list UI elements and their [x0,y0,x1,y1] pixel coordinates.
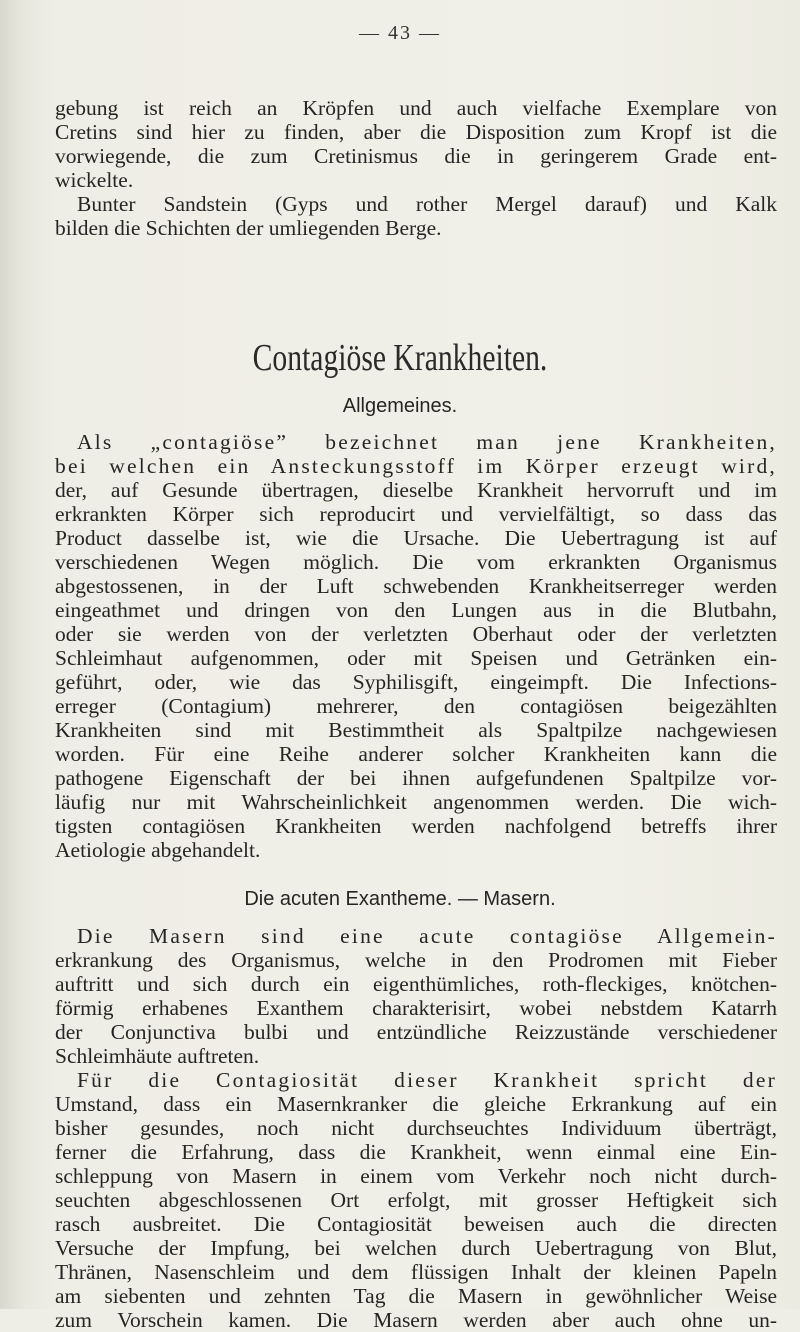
text-line: Als „contagiöse” bezeichnet man jene Krankheiten, [77,430,777,454]
text-line: förmig erhabenes Exanthem charakterisirt, wobei nebstdem Katarrh [55,996,777,1020]
text-line: bilden die Schichten der umliegenden Berge. [55,216,442,240]
section-title-masern: Die acuten Exantheme. — Masern. [244,888,556,910]
text-line: eingeathmet und dringen von den Lungen aus in die Blutbahn, [55,598,777,622]
text-line: abgestossenen, in der Luft schwebenden Krankheitserreger werden [55,574,777,598]
text-line: erreger (Contagium) mehrerer, den contagiösen beigezählten [55,694,777,718]
text-line: Thränen, Nasenschleim und dem flüssigen Inhalt der kleinen Papeln [55,1260,777,1284]
text-line: Bunter Sandstein (Gyps und rother Mergel darauf) und Kalk [77,192,777,216]
text-line: am siebenten und zehnten Tag die Masern in gewöhnlicher Weise [55,1284,777,1308]
text-line: Schleimhäute auftreten. [55,1044,260,1068]
chapter-title: Contagiöse Krankheiten. [252,337,548,379]
text-line: geführt, oder, wie das Syphilisgift, eingeimpft. Die Infections- [55,670,777,694]
text-line: pathogene Eigenschaft der bei ihnen aufgefundenen Spaltpilze vor- [55,766,777,790]
text-line: oder sie werden von der verletzten Oberhaut oder der verletzten [55,622,777,646]
text-line: seuchten abgeschlossenen Ort erfolgt, mit grosser Heftigkeit sich [55,1188,777,1212]
text-line: wickelte. [55,168,134,192]
text-line: Versuche der Impfung, bei welchen durch Uebertragung von Blut, [55,1236,777,1260]
section-masern-body [55,924,777,1332]
text-line: Product dasselbe ist, wie die Ursache. Die Uebertragung ist auf [55,526,777,550]
text-line: Für die Contagiosität dieser Krankheit spricht der [77,1068,777,1092]
text-line: ferner die Erfahrung, dass die Krankheit, wenn einmal eine Ein- [55,1140,777,1164]
text-line: Aetiologie abgehandelt. [55,838,261,862]
text-line: schleppung von Masern in einem vom Verkehr noch nicht durch- [55,1164,777,1188]
text-line: vorwiegende, die zum Cretinismus die in geringerem Grade ent- [55,144,777,168]
text-line: bisher gesundes, noch nicht durchseuchtes Individuum überträgt, [55,1116,777,1140]
text-line: rasch ausbreitet. Die Contagiosität beweisen auch die directen [55,1212,777,1236]
text-line: Umstand, dass ein Masernkranker die gleiche Erkrankung auf ein [55,1092,777,1116]
text-line: worden. Für eine Reihe anderer solcher Krankheiten kann die [55,742,777,766]
text-line: bei welchen ein Ansteckungsstoff im Körper erzeugt wird, [55,454,777,478]
text-line: auftritt und sich durch ein eigenthümliches, roth-fleckiges, knötchen- [55,972,777,996]
text-line: erkrankten Körper sich reproducirt und vervielfältigt, so dass das [55,502,777,526]
text-line: erkrankung des Organismus, welche in den Prodromen mit Fieber [55,948,777,972]
text-line: der Conjunctiva bulbi und entzündliche Reizzustände verschiedener [55,1020,777,1044]
text-line: zum Vorschein kamen. Die Masern werden aber auch ohne un- [55,1308,777,1332]
text-line: gebung ist reich an Kröpfen und auch vielfache Exemplare von [55,96,777,120]
text-line: der, auf Gesunde übertragen, dieselbe Krankheit hervorruft und im [55,478,777,502]
text-line: Krankheiten sind mit Bestimmtheit als Spaltpilze nachgewiesen [55,718,777,742]
text-line: tigsten contagiösen Krankheiten werden nachfolgend betreffs ihrer [55,814,777,838]
text-line: Schleimhaut aufgenommen, oder mit Speisen und Getränken ein- [55,646,777,670]
text-line: läufig nur mit Wahrscheinlichkeit angenommen werden. Die wich- [55,790,777,814]
intro-paragraph [55,96,777,240]
text-line: verschiedenen Wegen möglich. Die vom erkrankten Organismus [55,550,777,574]
text-line: Cretins sind hier zu finden, aber die Disposition zum Kropf ist die [55,120,777,144]
page-number: — 43 — [359,22,441,44]
text-line: Die Masern sind eine acute contagiöse Allgemein- [77,924,777,948]
section-allgemeines-body [55,430,777,862]
section-title-allgemeines: Allgemeines. [342,395,458,417]
